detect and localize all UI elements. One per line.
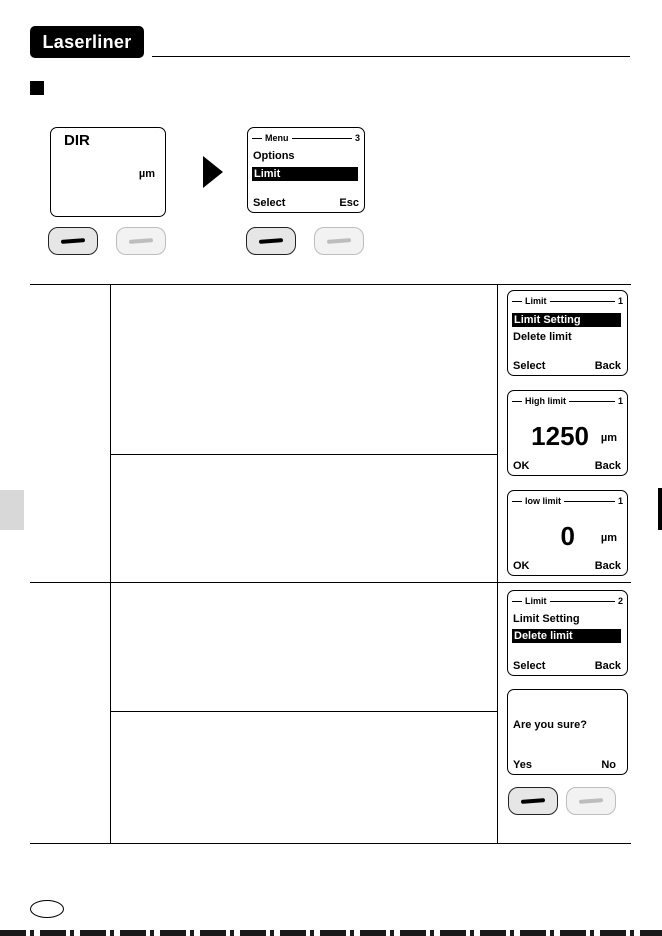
key-bar-icon bbox=[521, 798, 545, 804]
page-number: 1 bbox=[615, 495, 623, 507]
dir-screen bbox=[50, 127, 166, 217]
left-soft-key[interactable] bbox=[508, 787, 558, 815]
language-badge bbox=[30, 900, 64, 918]
soft-label-back: Back bbox=[594, 360, 621, 372]
header-label: Limit bbox=[522, 295, 550, 307]
soft-label-select: Select bbox=[513, 660, 546, 672]
screen-header bbox=[512, 395, 623, 407]
menu-header bbox=[252, 132, 360, 144]
soft-label-select: Select bbox=[253, 197, 286, 209]
row-divider bbox=[110, 711, 497, 712]
high-limit-screen bbox=[507, 390, 628, 476]
menu-item-options[interactable]: Options bbox=[253, 150, 295, 162]
page-number: 2 bbox=[615, 595, 623, 607]
low-limit-value: 0 bbox=[560, 521, 575, 551]
dir-title: DIR bbox=[64, 132, 90, 149]
table-bottom-rule bbox=[30, 843, 631, 844]
page-number: 1 bbox=[615, 395, 623, 407]
item-delete-limit-selected[interactable]: Delete limit bbox=[512, 629, 621, 643]
screen-header bbox=[512, 295, 623, 307]
header-rule bbox=[152, 56, 630, 57]
limit-menu-screen-2 bbox=[507, 590, 628, 676]
language-tab bbox=[0, 490, 24, 530]
soft-label-ok: OK bbox=[513, 560, 530, 572]
soft-label-select: Select bbox=[513, 360, 546, 372]
left-soft-key[interactable] bbox=[48, 227, 98, 255]
table-mid-rule bbox=[30, 582, 631, 583]
item-limit-setting-selected[interactable]: Limit Setting bbox=[512, 313, 621, 327]
key-bar-icon bbox=[327, 238, 351, 244]
soft-label-no: No bbox=[601, 759, 616, 771]
column-rule bbox=[110, 284, 111, 843]
brand-logo: Laserliner bbox=[30, 26, 144, 58]
soft-label-back: Back bbox=[594, 560, 621, 572]
soft-label-esc: Esc bbox=[339, 197, 359, 209]
header-label: Limit bbox=[522, 595, 550, 607]
menu-header-label: Menu bbox=[262, 132, 292, 144]
limit-menu-screen-1 bbox=[507, 290, 628, 376]
section-marker bbox=[30, 81, 44, 95]
high-limit-value: 1250 bbox=[531, 421, 589, 451]
header-label: low limit bbox=[522, 495, 564, 507]
low-limit-screen bbox=[507, 490, 628, 576]
soft-label-back: Back bbox=[594, 460, 621, 472]
left-soft-key[interactable] bbox=[246, 227, 296, 255]
bottom-print-edge bbox=[0, 930, 662, 936]
key-bar-icon bbox=[129, 238, 153, 244]
row-divider bbox=[110, 454, 497, 455]
screen-header bbox=[512, 495, 623, 507]
page-number: 1 bbox=[615, 295, 623, 307]
confirm-question: Are you sure? bbox=[513, 719, 587, 731]
key-bar-icon bbox=[579, 798, 603, 804]
item-delete-limit[interactable]: Delete limit bbox=[513, 331, 572, 343]
soft-label-back: Back bbox=[594, 660, 621, 672]
soft-label-ok: OK bbox=[513, 460, 530, 472]
soft-label-yes: Yes bbox=[513, 759, 532, 771]
table-top-rule bbox=[30, 284, 631, 285]
right-soft-key[interactable] bbox=[116, 227, 166, 255]
column-rule bbox=[497, 284, 498, 843]
confirm-screen bbox=[507, 689, 628, 775]
dir-unit: µm bbox=[138, 168, 155, 180]
low-limit-unit: µm bbox=[600, 532, 617, 544]
right-soft-key[interactable] bbox=[314, 227, 364, 255]
menu-screen bbox=[247, 127, 365, 213]
high-limit-unit: µm bbox=[600, 432, 617, 444]
key-bar-icon bbox=[259, 238, 283, 244]
right-soft-key[interactable] bbox=[566, 787, 616, 815]
header-label: High limit bbox=[522, 395, 569, 407]
item-limit-setting[interactable]: Limit Setting bbox=[513, 613, 580, 625]
arrow-right-icon bbox=[203, 156, 223, 188]
menu-page-number: 3 bbox=[352, 132, 360, 144]
page-edge-tab bbox=[658, 488, 662, 530]
menu-item-limit-selected[interactable]: Limit bbox=[252, 167, 358, 181]
key-bar-icon bbox=[61, 238, 85, 244]
screen-header bbox=[512, 595, 623, 607]
